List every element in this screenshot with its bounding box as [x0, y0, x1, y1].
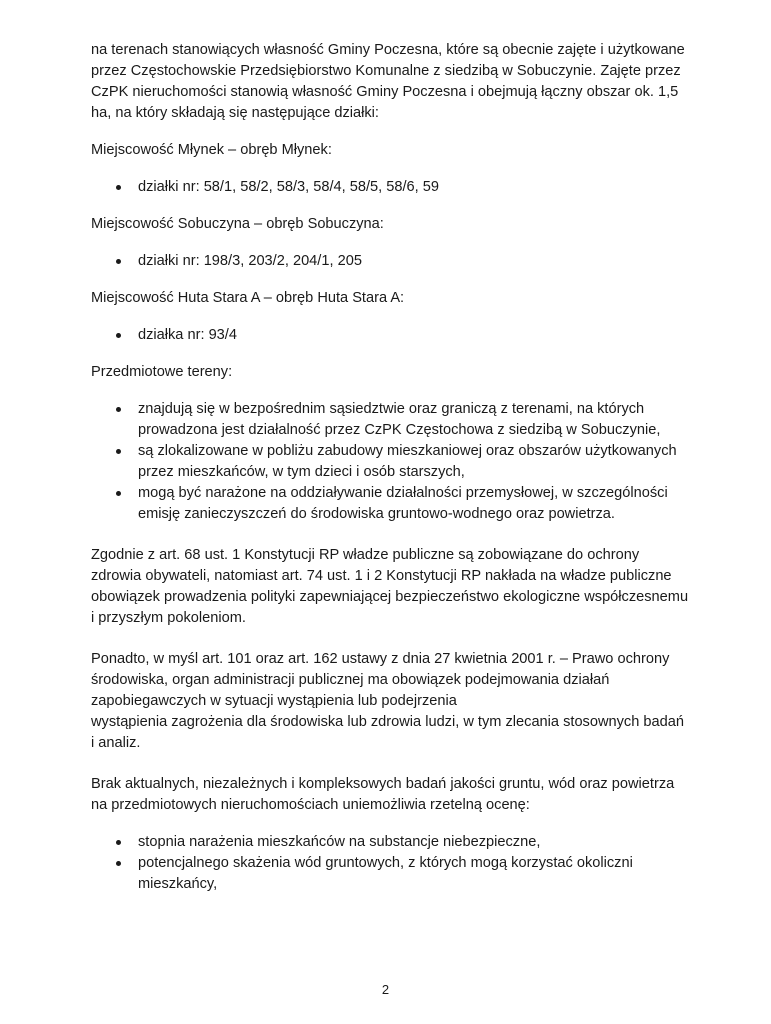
location-list-mlynek	[91, 177, 691, 198]
research-paragraph: Brak aktualnych, niezależnych i kompleksowych badań jakości gruntu, wód oraz powietrza na przedmiotowych nieruchomościach uniemożliwia rzetelną ocenę:	[91, 776, 675, 813]
location-list-sobuczyna	[91, 251, 691, 272]
location-heading-huta-stara: Miejscowość Huta Stara A – obręb Huta Stara A:	[91, 290, 405, 306]
areas-heading: Przedmiotowe tereny:	[91, 364, 233, 380]
list-item: stopnia narażenia mieszkańców na substancje niebezpieczne,	[91, 832, 691, 853]
list-item: są zlokalizowane w pobliżu zabudowy mieszkaniowej oraz obszarów użytkowanych przez mieszkańców, w tym dzieci i osób starszych,	[91, 441, 691, 483]
location-heading-sobuczyna: Miejscowość Sobuczyna – obręb Sobuczyna:	[91, 216, 384, 232]
list-item: działki nr: 58/1, 58/2, 58/3, 58/4, 58/5, 58/6, 59	[91, 177, 691, 198]
areas-list	[91, 399, 691, 525]
list-item: działki nr: 198/3, 203/2, 204/1, 205	[91, 251, 691, 272]
constitution-paragraph: Zgodnie z art. 68 ust. 1 Konstytucji RP władze publiczne są zobowiązane do ochrony zdrowia obywateli, natomiast art. 74 ust. 1 i 2 Konstytucji RP nakłada na władze publiczne obowiązek prowadzenia polityki zapewniającej bezpieczeństwo ekologiczne współczesnemu i przyszłym pokoleniom.	[91, 547, 689, 626]
location-list-huta-stara	[91, 325, 691, 346]
law-paragraph	[91, 649, 691, 754]
law-paragraph-line-1: Ponadto, w myśl art. 101 oraz art. 162 ustawy z dnia 27 kwietnia 2001 r. – Prawo ochrony środowiska, organ administracji publicznej ma obowiązek podejmowania działań zapobiegawczych w sytuacji wystąpienia lub podejrzenia	[91, 651, 670, 709]
location-heading-mlynek: Miejscowość Młynek – obręb Młynek:	[91, 142, 332, 158]
page-number: 2	[381, 982, 390, 997]
law-paragraph-line-2: wystąpienia zagrożenia dla środowiska lub zdrowia ludzi, w tym zlecania stosownych badań i analiz.	[91, 714, 684, 751]
research-list	[91, 832, 691, 895]
intro-paragraph: na terenach stanowiących własność Gminy Poczesna, które są obecnie zajęte i użytkowane przez Częstochowskie Przedsiębiorstwo Komunalne z siedzibą w Sobuczynie. Zajęte przez CzPK nieruchomości stanowią własność Gminy Poczesna i obejmują łączny obszar ok. 1,5 ha, na który składają się następujące działki:	[91, 42, 685, 121]
document-body	[91, 40, 691, 895]
list-item: mogą być narażone na oddziaływanie działalności przemysłowej, w szczególności emisję zanieczyszczeń do środowiska gruntowo-wodnego oraz powietrza.	[91, 483, 691, 525]
list-item: działka nr: 93/4	[91, 325, 691, 346]
list-item: potencjalnego skażenia wód gruntowych, z których mogą korzystać okoliczni mieszkańcy,	[91, 853, 691, 895]
list-item: znajdują się w bezpośrednim sąsiedztwie oraz graniczą z terenami, na których prowadzona jest działalność przez CzPK Częstochowa z siedzibą w Sobuczynie,	[91, 399, 691, 441]
